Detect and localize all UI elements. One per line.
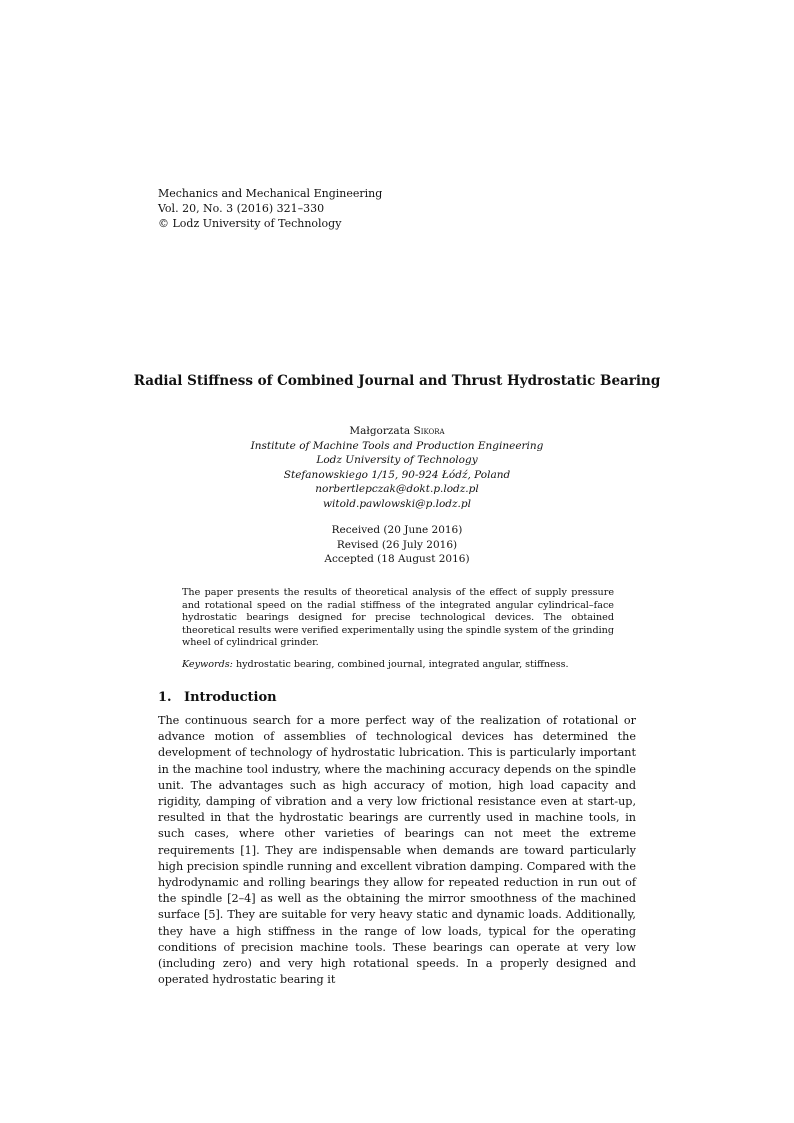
date-received: Received (20 June 2016) — [331, 524, 463, 536]
affiliation-university: Lodz University of Technology — [316, 454, 478, 466]
affiliation-institute: Institute of Machine Tools and Production Engineering — [250, 439, 544, 452]
author-block — [120, 424, 674, 511]
journal-copyright: © Lodz University of Technology — [158, 217, 342, 230]
author-first-name: Małgorzata — [349, 425, 411, 437]
keywords-label: Keywords: — [182, 659, 233, 670]
keywords — [182, 658, 614, 671]
publication-dates — [200, 523, 594, 567]
paper-title: Radial Stiffness of Combined Journal and Thrust Hydrostatic Bearing — [133, 373, 661, 389]
author-name — [120, 424, 674, 439]
author-email-2: witold.pawlowski@p.lodz.pl — [323, 497, 471, 510]
date-revised: Revised (26 July 2016) — [336, 538, 458, 551]
journal-name: Mechanics and Mechanical Engineering — [158, 187, 383, 200]
section-title: Introduction — [184, 690, 277, 705]
author-last-name: Sikora — [413, 425, 445, 437]
body-paragraph: The continuous search for a more perfect way of the realization of rotational or advance motion of assemblies of technological devices has determined the development of technology of hydrostatic lubrication. This is particularly important in the machine tool industry, where the machining accuracy depends on the spindle unit. The advantages such as high accuracy of motion, high load capacity and rigidity, damping of vibration and a very low frictional resistance even at start-up, resulted in that the hydrostatic bearings are currently used in machine tools, in such cases, where other varieties of bearings can not meet the extreme requirements [1]. They are indispensable when demands are toward particularly high precision spindle running and excellent vibration damping. Compared with the hydrodynamic and rolling bearings they allow for repeated reduction in run out of the spindle [2–4] as well as the obtaining the mirror smoothness of the machined surface [5]. They are suitable for very heavy static and dynamic loads. Additionally, they have a high stiffness in the range of low loads, typical for the operating conditions of precision machine tools. These bearings can operate at very low (including zero) and very high rotational speeds. In a properly designed and operated hydrostatic bearing it — [158, 714, 636, 987]
keywords-text: hydrostatic bearing, combined journal, integrated angular, stiffness. — [235, 659, 569, 670]
affiliation-address: Stefanowskiego 1/15, 90-924 Łódź, Poland — [283, 468, 511, 481]
section-heading — [158, 690, 277, 705]
abstract: The paper presents the results of theoretical analysis of the effect of supply pressure and rotational speed on the radial stiffness of the integrated angular cylindrical–face hydrostatic bearings designed for precise technological devices. The obtained theoretical results were verified experimentally using the spindle system of the grinding wheel of cylindrical grinder. — [182, 587, 614, 649]
author-email-1: norbertlepczak@dokt.p.lodz.pl — [315, 483, 479, 495]
section-number: 1. — [158, 690, 172, 705]
journal-volume: Vol. 20, No. 3 (2016) 321–330 — [158, 202, 325, 215]
date-accepted: Accepted (18 August 2016) — [324, 553, 470, 565]
journal-header — [158, 186, 382, 231]
